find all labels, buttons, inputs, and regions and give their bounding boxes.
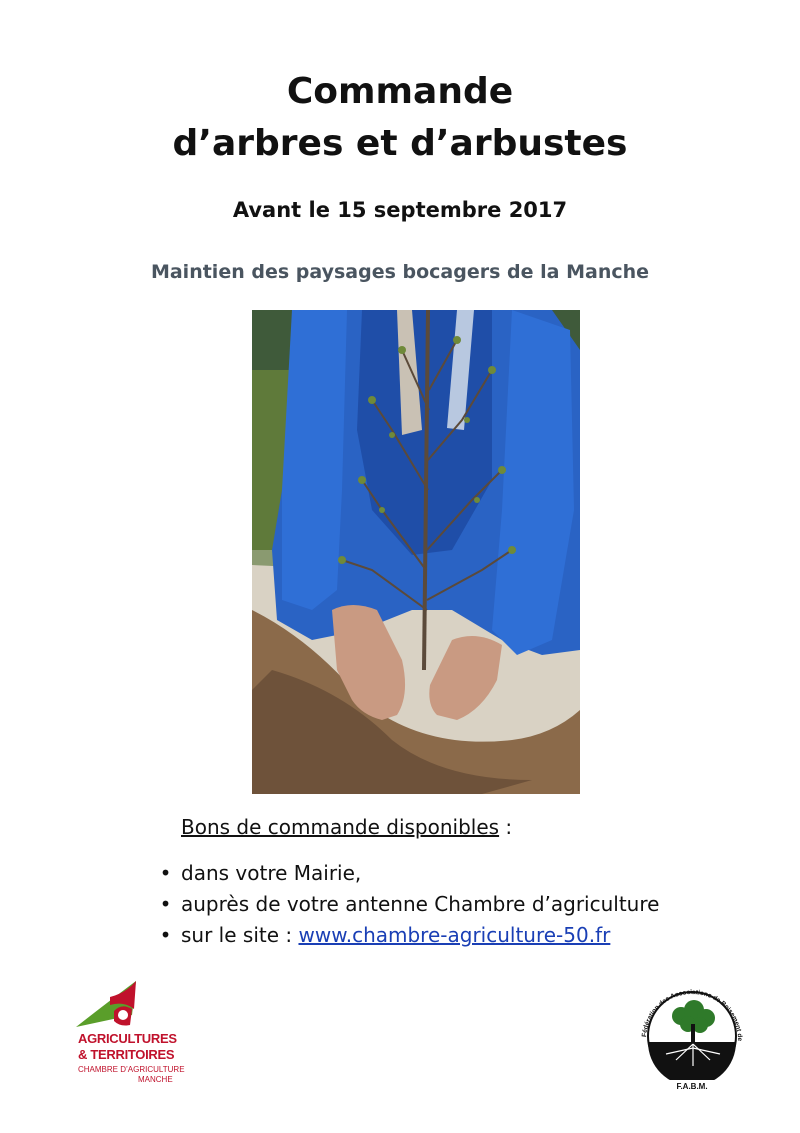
bullet-icon: •	[159, 892, 172, 916]
list-item	[150, 920, 659, 951]
logo-line-2: & TERRITOIRES	[78, 1047, 175, 1062]
deadline-text: Avant le 15 septembre 2017	[232, 198, 568, 222]
logo-abbreviation: F.A.B.M.	[676, 1082, 708, 1091]
orders-list	[150, 858, 659, 951]
tree-emblem-icon	[636, 980, 748, 1080]
chambre-agriculture-emblem-icon	[74, 975, 154, 1033]
bullet-icon: •	[159, 923, 172, 947]
title-line-1: Commande	[286, 71, 514, 112]
logo-line-3: CHAMBRE D’AGRICULTURE	[78, 1065, 185, 1074]
orders-heading	[181, 815, 512, 839]
subtitle-text: Maintien des paysages bocagers de la Manche	[150, 261, 650, 283]
list-item	[150, 889, 659, 920]
logo-line-1: AGRICULTURES	[78, 1031, 177, 1046]
title-line-2: d’arbres et d’arbustes	[172, 123, 628, 164]
bullet-icon: •	[159, 861, 172, 885]
website-link[interactable]: www.chambre-agriculture-50.fr	[298, 923, 611, 947]
planting-photo	[252, 310, 580, 794]
logo-circle-text: Fédération des Associations de Boisement de	[641, 988, 744, 1042]
list-item	[150, 858, 659, 889]
orders-heading-suffix: :	[499, 815, 513, 839]
list-item-text: sur le site :	[181, 923, 299, 947]
list-item-text: auprès de votre antenne Chambre d’agriculture	[181, 892, 660, 916]
page-title	[0, 66, 800, 170]
logo-line-4: MANCHE	[138, 1075, 173, 1084]
fabm-logo	[636, 980, 764, 1100]
list-item-text: dans votre Mairie,	[181, 861, 362, 885]
agricultures-territoires-logo	[74, 975, 204, 1090]
orders-heading-label: Bons de commande disponibles	[181, 815, 500, 839]
